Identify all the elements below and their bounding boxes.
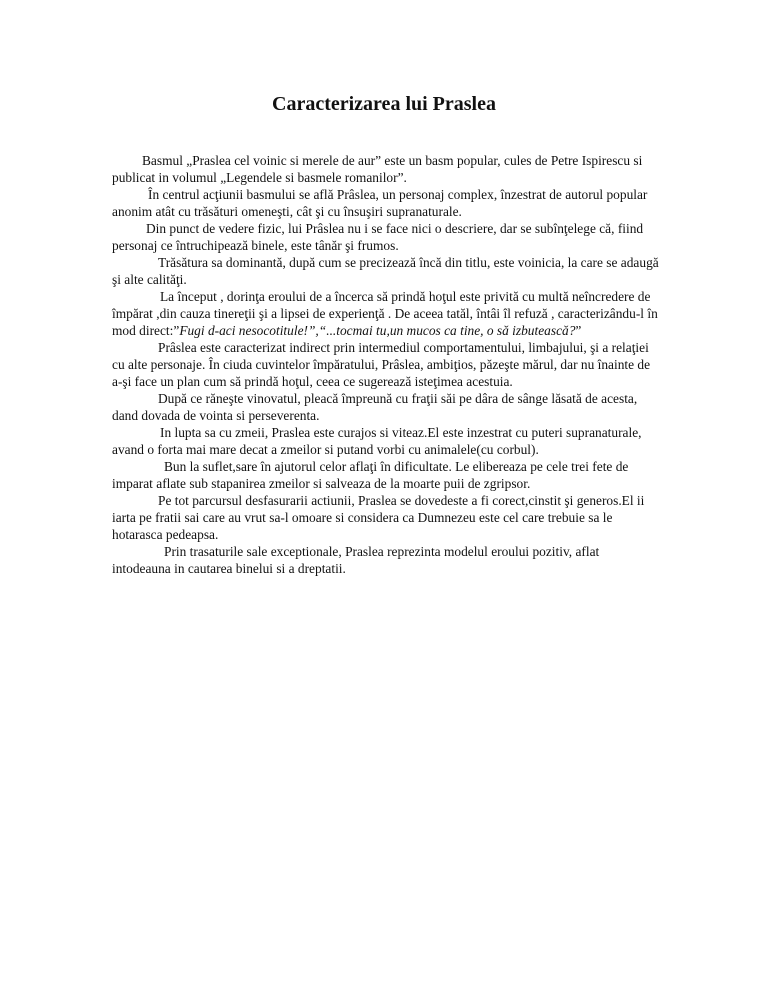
paragraph-la-inceput	[112, 288, 660, 339]
paragraph-dominant-trait: Trăsătura sa dominantă, după cum se precizează încă din titlu, este voinicia, la care se adaugă şi alte calităţi.	[112, 255, 659, 287]
paragraph-intro: Basmul „Praslea cel voinic si merele de aur” este un basm popular, cules de Petre Ispirescu si publicat in volumul „Legendele si basmele romanilor”.	[112, 153, 643, 185]
paragraph-conclusion: Prin trasaturile sale exceptionale, Praslea reprezinta modelul eroului pozitiv, aflat intodeauna in cautarea binelui si a dreptatii.	[112, 544, 600, 576]
paragraph-kind-hearted: Bun la suflet,sare în ajutorul celor aflaţi în dificultate. Le elibereaza pe cele trei fete de imparat aflate sub stapanirea zmeilor si salveaza de la moarte puii de zgripsor.	[112, 459, 629, 491]
paragraph-wounds-culprit: După ce răneşte vinovatul, pleacă împreună cu fraţii săi pe dâra de sânge lăsată de acesta, dand dovada de vointa si perseverenta.	[112, 391, 638, 423]
document-body	[112, 152, 660, 577]
document-title: Caracterizarea lui Praslea	[272, 93, 496, 115]
paragraph-indirect-characterization: Prâslea este caracterizat indirect prin intermediul comportamentului, limbajului, şi a relaţiei cu alte personaje. În ciuda cuvintelor împăratului, Prâslea, ambiţios, păzeşte mărul, dar nu înainte de a-şi face un plan cum să prindă hoţul, ceea ce sugerează isteţimea acestuia.	[112, 340, 651, 389]
paragraph-central-character: În centrul acţiunii basmului se află Prâslea, un personaj complex, înzestrat de autorul popular anonim atât cu trăsături omeneşti, cât şi cu însuşiri supranaturale.	[112, 187, 648, 219]
paragraph-la-inceput-quote: Fugi d-aci nesocotitule!”,“...tocmai tu,un mucos ca tine, o să izbutească?	[179, 323, 576, 338]
paragraph-fair-generous: Pe tot parcursul desfasurarii actiunii, Praslea se dovedeste a fi corect,cinstit şi generos.El ii iarta pe fratii sai care au vrut sa-l omoare si considera ca Dumnezeu este cel care trebuie sa le hotarasca pedeapsa.	[112, 493, 645, 542]
paragraph-physical-description: Din punct de vedere fizic, lui Prâslea nu i se face nici o descriere, dar se subînţelege că, fiind personaj ce întruchipează binele, este tânăr şi frumos.	[112, 221, 644, 253]
paragraph-fight-zmei: In lupta sa cu zmeii, Praslea este curajos si viteaz.El este inzestrat cu puteri supranaturale, avand o forta mai mare decat a zmeilor si putand vorbi cu animalele(cu corbul).	[112, 425, 642, 457]
paragraph-la-inceput-closing: ”	[575, 323, 582, 338]
paragraph-la-inceput-text: La început , dorinţa eroului de a încerca să prindă hoţul este privită cu multă neîncredere de împărat ,din cauza tinereţii şi a lipsei de experienţă . De aceea tatăl, întâi îl refuză , caracterizându-l în mod direct:”	[112, 289, 658, 338]
